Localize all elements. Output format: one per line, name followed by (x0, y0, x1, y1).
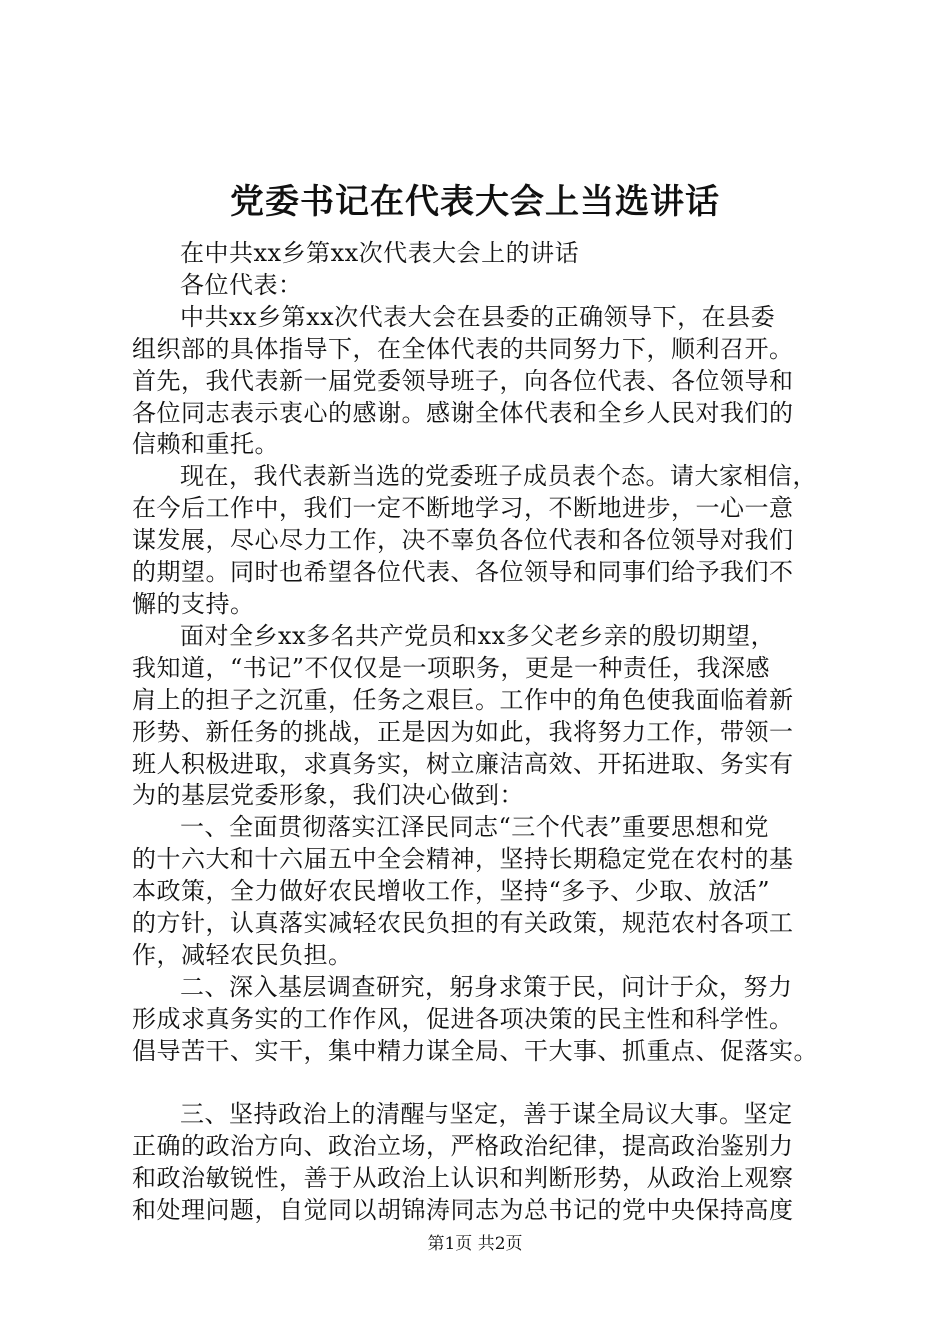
point-1-line: 的十六大和十六届五中全会精神，坚持长期稳定党在农村的基 (132, 845, 794, 874)
blank-line (132, 1068, 842, 1100)
speech-subtitle: 在中共xx乡第xx次代表大会上的讲话 (180, 239, 580, 267)
paragraph-3-line: 形势、新任务的挑战，正是因为如此，我将努力工作，带领一 (132, 717, 794, 746)
point-2-line: 倡导苦干、实干，集中精力谋全局、干大事、抓重点、促落实。 (132, 1036, 818, 1065)
point-1-line: 一、全面贯彻落实江泽民同志“三个代表”重要思想和党 (180, 813, 770, 842)
paragraph-3-line: 肩上的担子之沉重，任务之艰巨。工作中的角色使我面临着新 (132, 685, 794, 714)
salutation: 各位代表： (180, 270, 303, 299)
point-2-line: 形成求真务实的工作作风，促进各项决策的民主性和科学性。 (132, 1004, 794, 1033)
point-3-line: 三、坚持政治上的清醒与坚定，善于谋全局议大事。坚定 (180, 1100, 793, 1129)
paragraph-1-line: 首先，我代表新一届党委领导班子，向各位代表、各位领导和 (132, 366, 794, 395)
point-1-line: 的方针，认真落实减轻农民负担的有关政策，规范农村各项工 (132, 909, 794, 938)
point-3-line: 和政治敏锐性，善于从政治上认识和判断形势，从政治上观察 (132, 1164, 794, 1193)
paragraph-3-line: 面对全乡xx多名共产党员和xx多父老乡亲的殷切期望， (180, 621, 776, 650)
point-3-line: 和处理问题，自觉同以胡锦涛同志为总书记的党中央保持高度 (132, 1196, 794, 1225)
paragraph-3-line: 为的基层党委形象，我们决心做到： (132, 781, 524, 810)
paragraph-2-line: 现在，我代表新当选的党委班子成员表个态。请大家相信， (180, 462, 817, 491)
paragraph-3-line: 我知道，“书记”不仅仅是一项职务，更是一种责任，我深感 (132, 653, 771, 682)
paragraph-1-line: 组织部的具体指导下，在全体代表的共同努力下，顺利召开。 (132, 334, 794, 363)
paragraph-2-line: 懈的支持。 (132, 589, 255, 618)
paragraph-1-line: 各位同志表示衷心的感谢。感谢全体代表和全乡人民对我们的 (132, 398, 794, 427)
paragraph-2-line: 在今后工作中，我们一定不断地学习，不断地进步，一心一意 (132, 494, 794, 523)
point-1-line: 作，减轻农民负担。 (132, 940, 353, 969)
document-body (132, 238, 842, 1227)
paragraph-1-line: 中共xx乡第xx次代表大会在县委的正确领导下，在县委 (180, 302, 776, 331)
point-3-line: 正确的政治方向、政治立场，严格政治纪律，提高政治鉴别力 (132, 1132, 794, 1161)
point-2-line: 二、深入基层调查研究，躬身求策于民，问计于众，努力 (180, 972, 793, 1001)
page-footer: 第1页 共2页 (427, 1234, 523, 1254)
page-title: 党委书记在代表大会上当选讲话 (230, 182, 720, 222)
point-1-line: 本政策，全力做好农民增收工作，坚持“多予、少取、放活” (132, 877, 771, 906)
paragraph-2-line: 的期望。同时也希望各位代表、各位领导和同事们给予我们不 (132, 558, 794, 587)
paragraph-3-line: 班人积极进取，求真务实，树立廉洁高效、开拓进取、务实有 (132, 749, 794, 778)
paragraph-2-line: 谋发展，尽心尽力工作，决不辜负各位代表和各位领导对我们 (132, 526, 794, 555)
paragraph-1-line: 信赖和重托。 (132, 430, 279, 459)
